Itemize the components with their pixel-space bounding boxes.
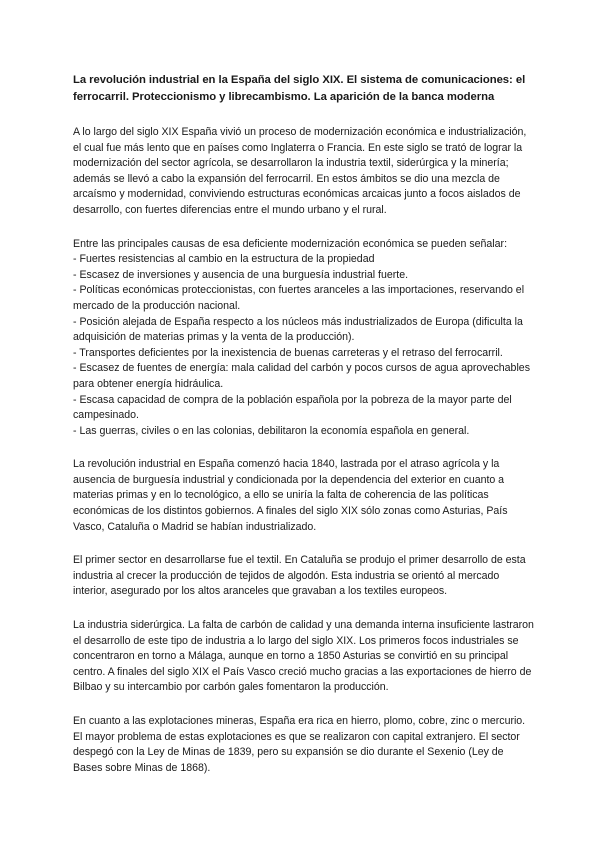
cause-item: - Transportes deficientes por la inexistencia de buenas carreteras y el retraso del ferrocarril. (73, 346, 503, 359)
cause-item: - Políticas económicas proteccionistas, con fuertes aranceles a las importaciones, reservando el mercado de la producción nacional. (73, 284, 525, 312)
cause-item: - Fuertes resistencias al cambio en la estructura de la propiedad (73, 253, 375, 266)
document-page (73, 72, 535, 794)
cause-item: - Escasez de inversiones y ausencia de una burguesía industrial fuerte. (73, 268, 409, 281)
cause-item: - Las guerras, civiles o en las colonias, debilitaron la economía española en general. (73, 424, 470, 437)
mining-paragraph: En cuanto a las explotaciones mineras, España era rica en hierro, plomo, cobre, zinc o mercurio. El mayor problema de estas explotaciones es que se realizaron con capital extranjero. El sector despegó con la Ley de Minas de 1839, pero su expansión se dio durante el Sexenio (Ley de Bases sobre Minas de 1868). (73, 715, 526, 774)
intro-paragraph: A lo largo del siglo XIX España vivió un proceso de modernización económica e industrialización, el cual fue más lento que en países como Inglaterra o Francia. En este siglo se trató de lograr la modernización del sector agrícola, se desarrollaron la industria textil, siderúrgica y la minería; además se llevó a cabo la expansión del ferrocarril. En estos ámbitos se dio una mezcla de arcaísmo y modernidad, conviviendo estructuras económicas arcaicas junto a focos aislados de desarrollo, con fuertes diferencias entre el mundo urbano y el rural. (73, 126, 527, 216)
causes-list (73, 252, 535, 439)
industrial-revolution-paragraph: La revolución industrial en España comenzó hacia 1840, lastrada por el atraso agrícola y la ausencia de burguesía industrial y condicionada por la dependencia del exterior en cuanto a materias primas y en lo tecnológico, a ello se uniría la falta de coherencia de las políticas económicas de los distintos gobiernos. A finales del siglo XIX sólo zonas como Asturias, País Vasco, Cataluña o Madrid se habían industrializado. (73, 458, 508, 533)
steel-industry-paragraph: La industria siderúrgica. La falta de carbón de calidad y una demanda interna insuficiente lastraron el desarrollo de este tipo de industria a lo largo del siglo XIX. Los primeros focos industriales se concentraron en torno a Málaga, aunque en torno a 1850 Asturias se convirtió en su principal centro. A finales del siglo XIX el País Vasco creció mucho gracias a las exportaciones de hierro de Bilbao y su intercambio por carbón gales fomentaron la producción. (73, 619, 534, 694)
document-title: La revolución industrial en la España del siglo XIX. El sistema de comunicaciones: el ferrocarril. Proteccionismo y librecambismo. La aparición de la banca moderna (73, 74, 526, 103)
cause-item: - Escasa capacidad de compra de la población española por la pobreza de la mayor parte del campesinado. (73, 393, 512, 422)
cause-item: - Escasez de fuentes de energía: mala calidad del carbón y pocos cursos de agua aprovechables para obtener energía hidráulica. (73, 362, 530, 390)
textile-paragraph: El primer sector en desarrollarse fue el textil. En Cataluña se produjo el primer desarrollo de esta industria al crecer la producción de tejidos de algodón. Esta industria se orientó al mercado interior, asegurado por los altos aranceles que gravaban a los textiles europeos. (73, 554, 526, 598)
causes-intro: Entre las principales causas de esa deficiente modernización económica se pueden señalar: (73, 237, 508, 250)
cause-item: - Posición alejada de España respecto a los núcleos más industrializados de Europa (dificulta la adquisición de materias primas y la venta de la producción). (73, 315, 523, 344)
